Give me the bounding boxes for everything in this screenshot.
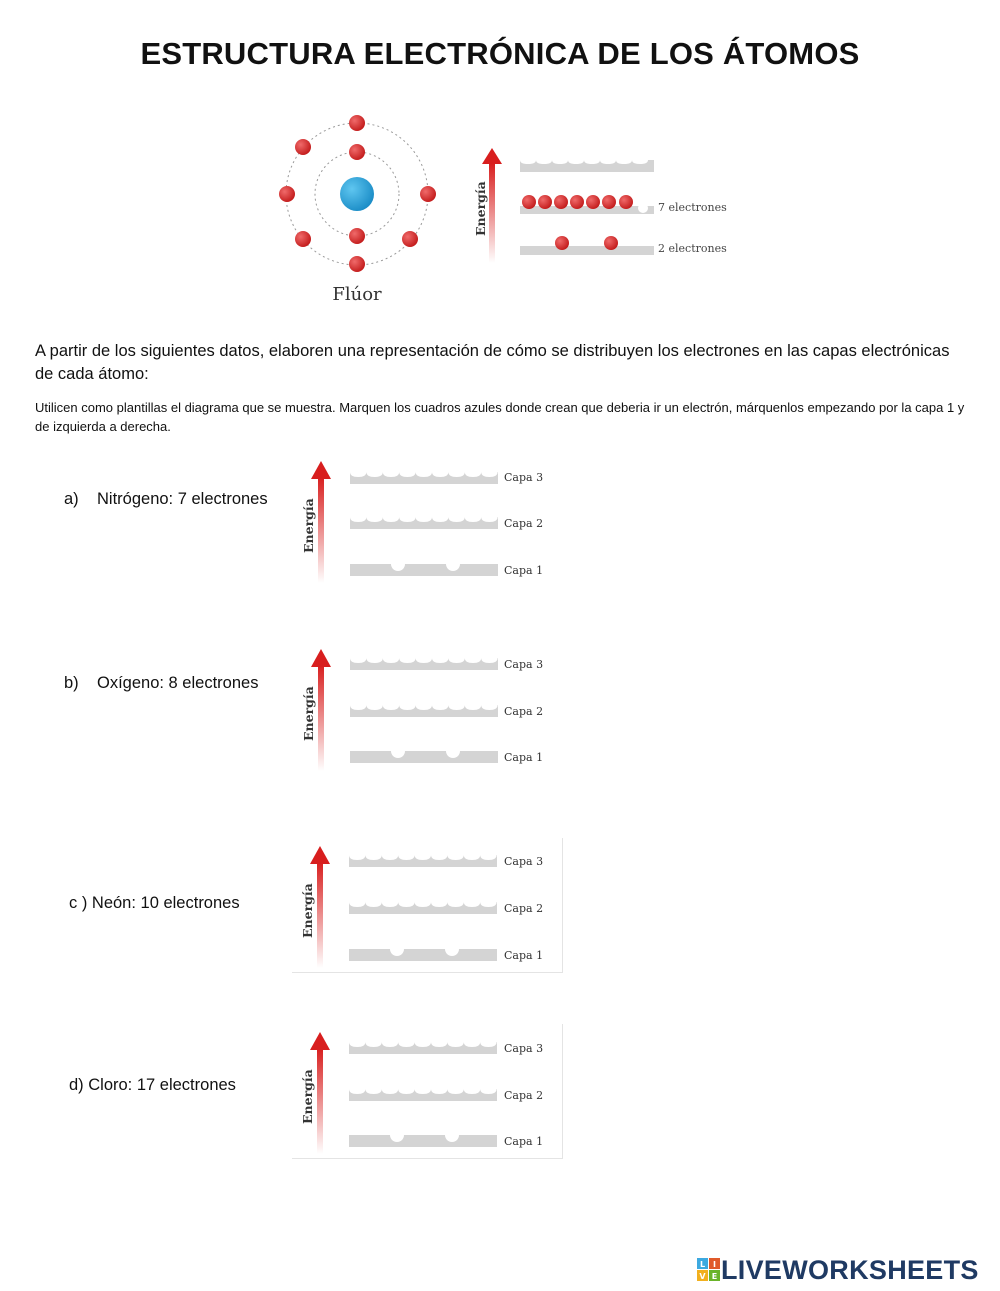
capa-2-label: Capa 2 [504, 1089, 544, 1102]
bohr-model [279, 115, 436, 305]
svg-text:L: L [699, 1260, 706, 1269]
capa-3-label: Capa 3 [504, 1042, 544, 1055]
level-label-7: 7 electrones [658, 201, 727, 214]
capa-1-label: Capa 1 [504, 1135, 544, 1148]
page-title: ESTRUCTURA ELECTRÓNICA DE LOS ÁTOMOS [140, 36, 860, 71]
logo-text: LIVEWORKSHEETS [721, 1254, 979, 1285]
shell-1 [349, 942, 543, 962]
electron [555, 236, 569, 250]
svg-text:E: E [711, 1272, 718, 1281]
energy-levels-example [473, 148, 727, 263]
energy-label: Energía [301, 498, 316, 553]
capa-3-label: Capa 3 [504, 658, 544, 671]
shell-2 [350, 704, 543, 718]
svg-text:I: I [713, 1260, 716, 1269]
nucleus [340, 177, 374, 211]
electron [295, 231, 311, 247]
electron [402, 231, 418, 247]
electron [295, 139, 311, 155]
energy-arrow [318, 665, 324, 771]
question-a-label: a) Nitrógeno: 7 electrones [64, 490, 268, 508]
atom-name: Flúor [332, 284, 382, 305]
capa-3-label: Capa 3 [504, 855, 544, 868]
electron [349, 256, 365, 272]
shell-diagram-b [292, 643, 552, 773]
energy-arrow [318, 477, 324, 583]
electron [570, 195, 584, 209]
capa-1-label: Capa 1 [504, 564, 544, 577]
energy-arrowhead [482, 148, 502, 164]
shell-1 [349, 1128, 543, 1148]
energy-arrowhead [310, 1032, 330, 1050]
energy-label: Energía [301, 686, 316, 741]
capa-1-label: Capa 1 [504, 751, 544, 764]
question-d-label: d) Cloro: 17 electrones [69, 1076, 236, 1094]
electron [420, 186, 436, 202]
electron [554, 195, 568, 209]
liveworksheets-logo[interactable] [697, 1255, 979, 1285]
energy-arrow [317, 862, 323, 968]
energy-label: Energía [300, 1069, 315, 1124]
capa-3-label: Capa 3 [504, 471, 544, 484]
shell-1 [350, 557, 543, 577]
shell-3 [349, 854, 543, 868]
instructions-paragraph: Utilicen como plantillas el diagrama que se muestra. Marquen los cuadros azules donde crean que deberia ir un electrón, márquenlos empezando por la capa 1 y de izquierda a derecha. [35, 400, 965, 434]
capa-2-label: Capa 2 [504, 902, 544, 915]
shell-2 [349, 901, 543, 915]
fluorine-example-diagram [250, 108, 740, 308]
electron [586, 195, 600, 209]
electron [522, 195, 536, 209]
shell-diagram-d [292, 1026, 552, 1156]
shell-diagram-c [292, 840, 552, 970]
intro-paragraph: A partir de los siguientes datos, elaboren una representación de cómo se distribuyen los electrones en las capas electrónicas de cada átomo: [35, 342, 950, 383]
logo-badge-icon [697, 1258, 721, 1282]
shell-3 [350, 657, 543, 671]
shelf-bottom [520, 246, 654, 255]
energy-arrowhead [311, 649, 331, 667]
electron [349, 228, 365, 244]
electron [349, 144, 365, 160]
energy-arrow [489, 163, 495, 263]
question-c-label: c ) Neón: 10 electrones [69, 894, 240, 912]
level-label-2: 2 electrones [658, 242, 727, 255]
shell-diagram-a [292, 455, 552, 585]
shell-1 [350, 744, 543, 764]
electron [602, 195, 616, 209]
shell-3 [350, 471, 543, 484]
shell-3 [349, 1041, 543, 1055]
electron [604, 236, 618, 250]
electron [279, 186, 295, 202]
shelf-middle [520, 206, 654, 214]
capa-1-label: Capa 1 [504, 949, 544, 962]
svg-text:V: V [699, 1272, 706, 1281]
energy-label: Energía [473, 181, 488, 236]
energy-arrow [317, 1048, 323, 1154]
energy-arrowhead [310, 846, 330, 864]
shell-2 [350, 516, 543, 530]
energy-label: Energía [300, 883, 315, 938]
shell-2 [349, 1088, 543, 1102]
electron [538, 195, 552, 209]
question-b-label: b) Oxígeno: 8 electrones [64, 674, 259, 692]
electron [349, 115, 365, 131]
capa-2-label: Capa 2 [504, 705, 544, 718]
capa-2-label: Capa 2 [504, 517, 544, 530]
electron [619, 195, 633, 209]
energy-arrowhead [311, 461, 331, 479]
